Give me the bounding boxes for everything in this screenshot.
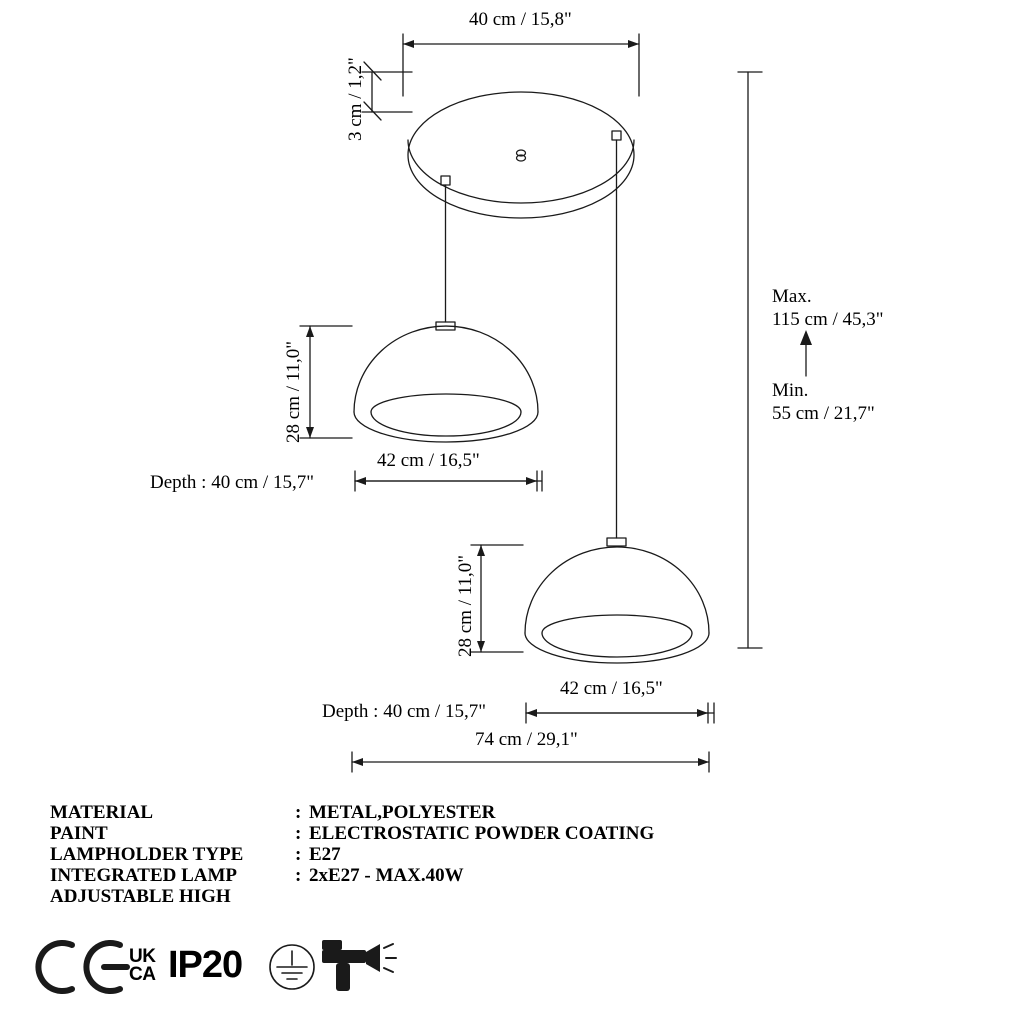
label-max-value: 115 cm / 45,3" [772,309,884,330]
earth-ground-icon [270,945,314,989]
label-shade1-depth: Depth : 40 cm / 15,7" [150,472,314,493]
label-max: Max. [772,286,812,307]
spec-row [50,844,654,865]
ip-rating-label: IP20 [168,944,243,986]
spec-label: PAINT [50,823,108,844]
spec-row [50,886,654,907]
ukca-mark [129,948,155,984]
spec-row [50,802,654,823]
spec-colon: : [295,802,302,823]
label-min-value: 55 cm / 21,7" [772,403,875,424]
label-canopy-height: 3 cm / 1,2" [345,57,366,141]
shade-2-dome [525,547,709,633]
ukca-top-label: UK [129,946,156,967]
ce-mark-icon [38,943,127,991]
spec-label: MATERIAL [50,802,154,823]
label-shade1-height: 28 cm / 11,0" [283,340,304,443]
label-total-width: 74 cm / 29,1" [475,729,578,750]
spec-value: ELECTROSTATIC POWDER COATING [309,823,655,844]
spray-gun-icon [322,940,380,991]
spec-label: INTEGRATED LAMP [50,865,238,886]
spec-value: E27 [309,844,341,865]
spec-row [50,865,654,886]
spec-value: 2xE27 - MAX.40W [309,865,464,886]
label-shade2-height: 28 cm / 11,0" [455,554,476,657]
spec-colon: : [295,865,302,886]
label-shade2-width: 42 cm / 16,5" [560,678,663,699]
spec-label: ADJUSTABLE HIGH [50,886,231,907]
spec-label: LAMPHOLDER TYPE [50,844,244,865]
label-canopy-width: 40 cm / 15,8" [469,9,572,30]
spec-colon [295,886,309,907]
ukca-bottom-label: CA [129,964,156,985]
spec-colon: : [295,823,302,844]
spec-row [50,823,654,844]
label-min: Min. [772,380,809,401]
shade-1-dome [354,326,538,412]
spec-table [50,802,654,907]
spec-value: METAL,POLYESTER [309,802,496,823]
spec-colon: : [295,844,302,865]
spray-gun-spray-icon [384,944,396,972]
label-shade1-width: 42 cm / 16,5" [377,450,480,471]
label-shade2-depth: Depth : 40 cm / 15,7" [322,701,486,722]
